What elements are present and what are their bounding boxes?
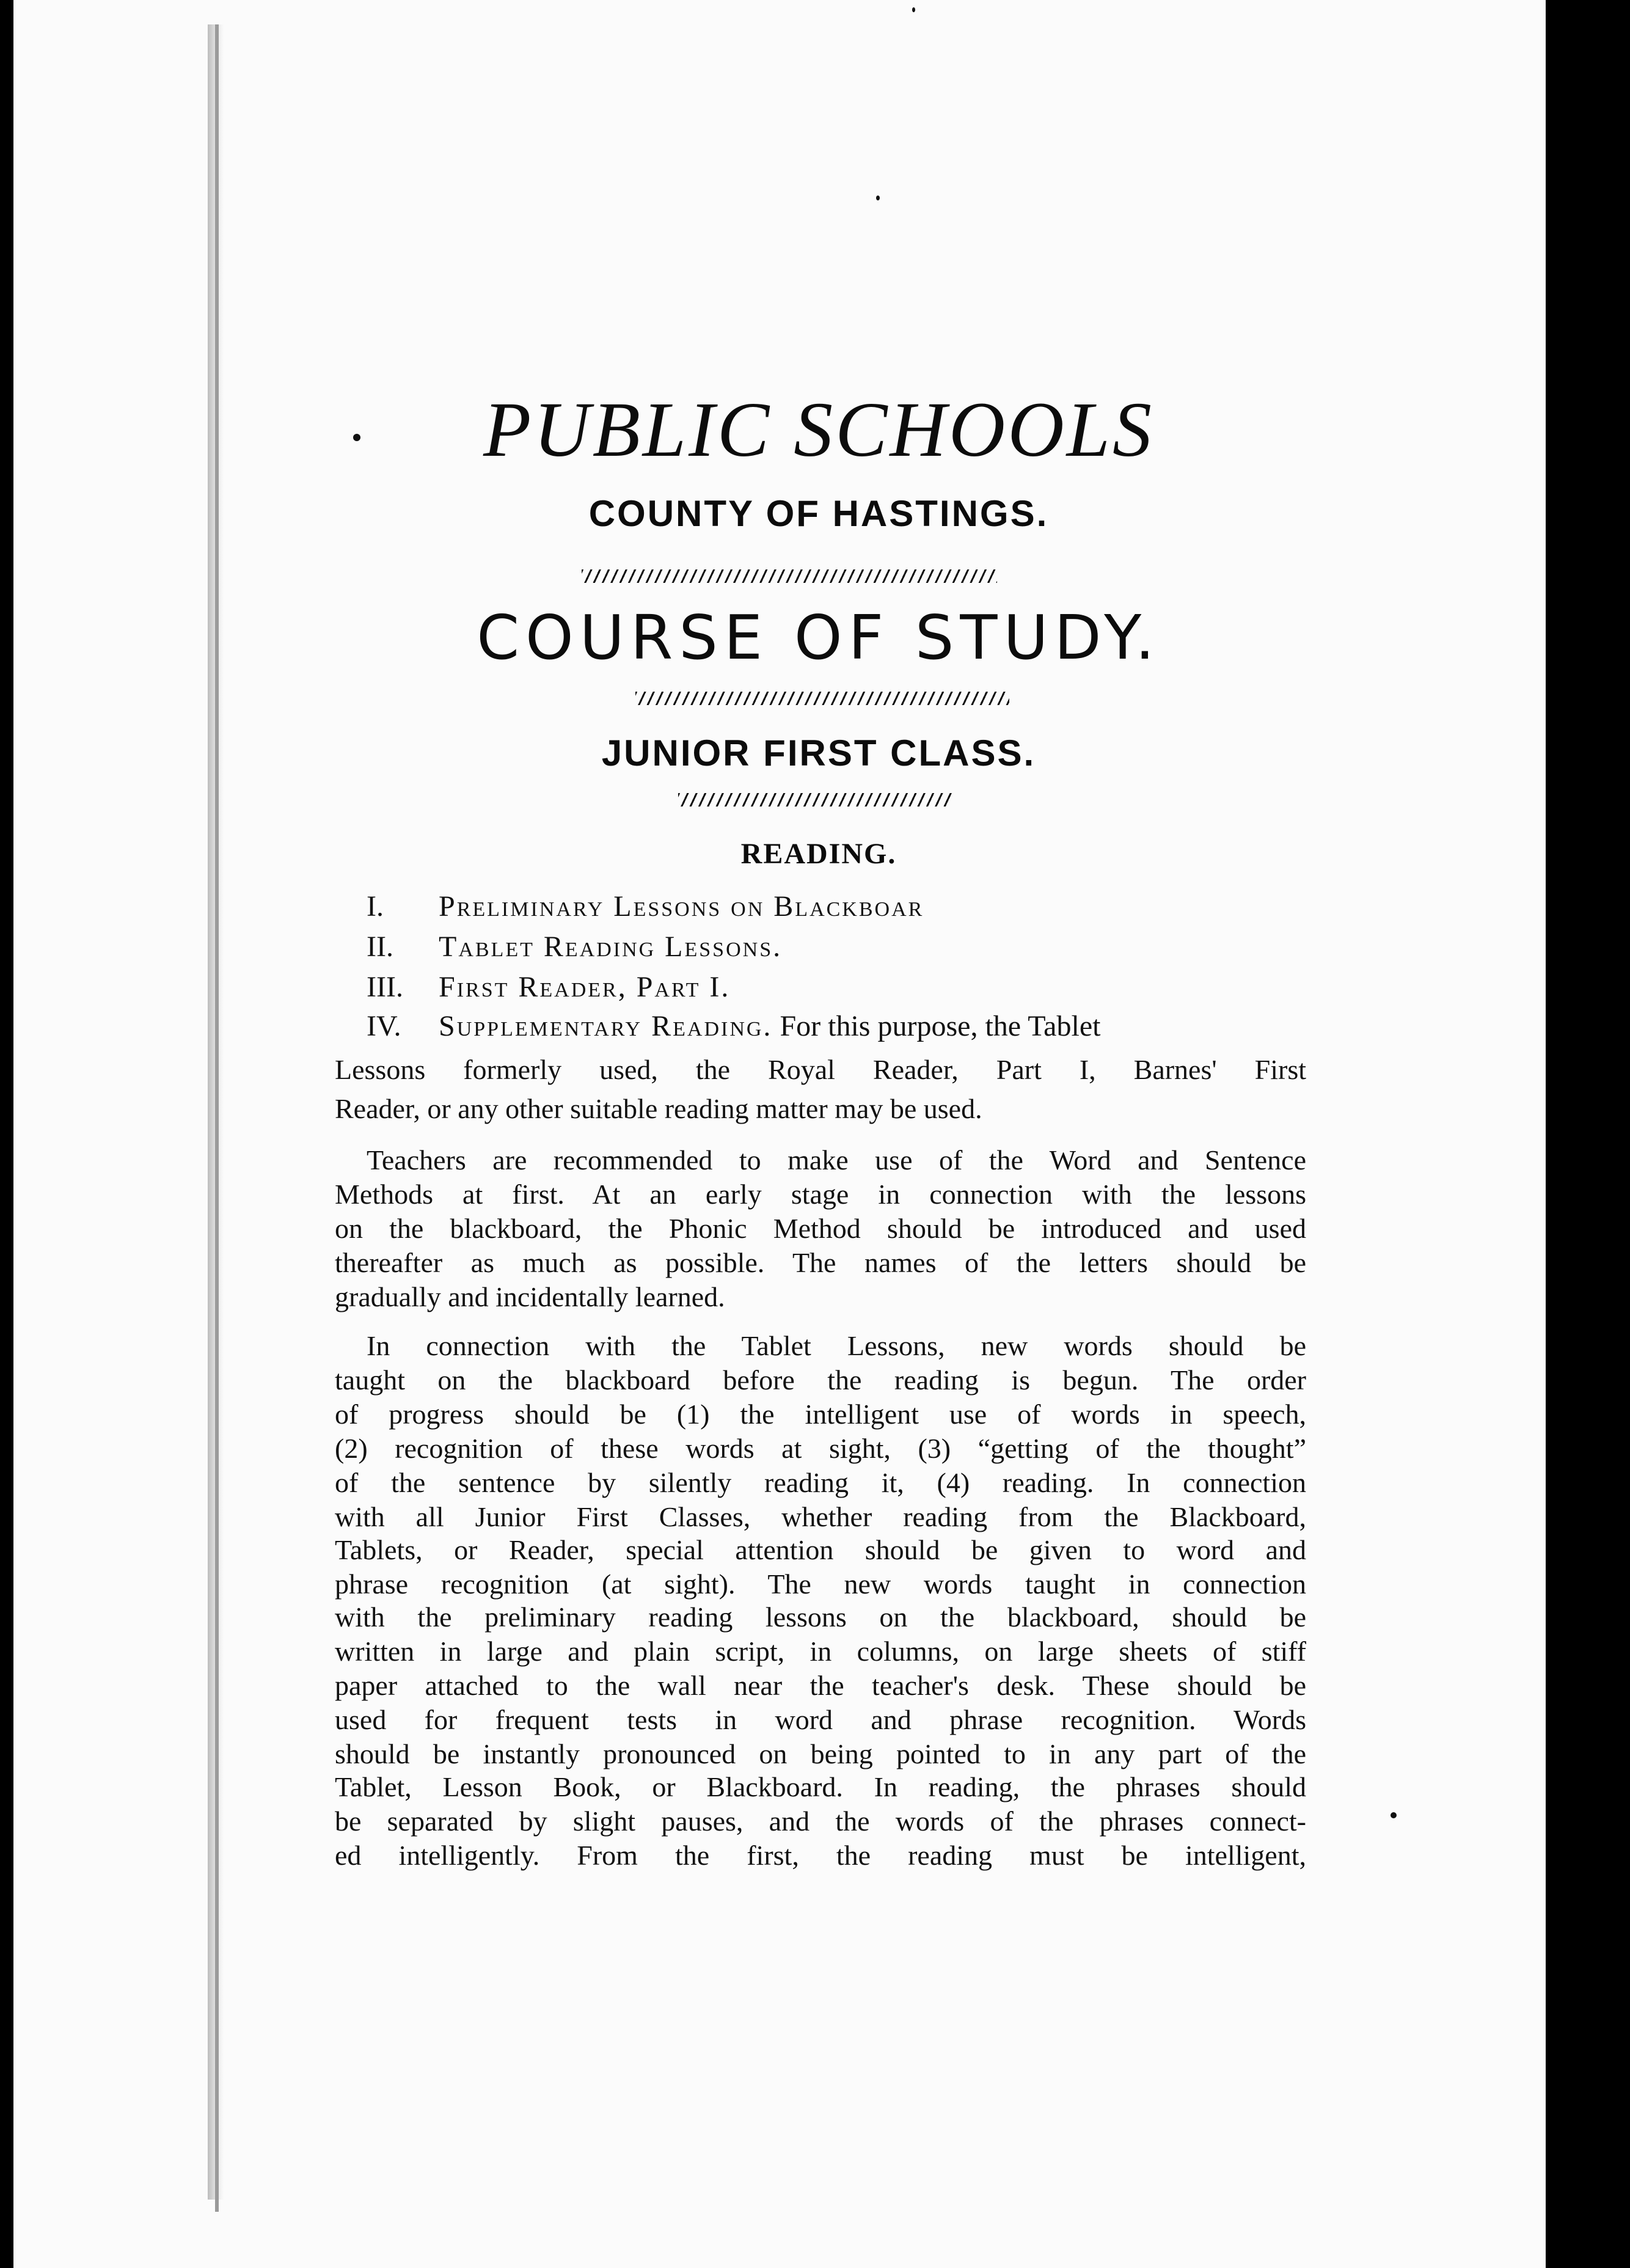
reading-list-item <box>367 1009 1100 1043</box>
list-text: Preliminary Lessons on Blackboar <box>439 890 924 923</box>
scan-left-border <box>0 0 13 2268</box>
class-heading: JUNIOR FIRST CLASS. <box>601 733 1036 774</box>
document-title: PUBLIC SCHOOLS <box>483 386 1154 473</box>
list-text: Tablet Reading Lessons. <box>439 931 783 963</box>
decorative-rule <box>678 793 952 807</box>
text-line: written in large and plain script, in columns, on large sheets of stiff <box>335 1636 1306 1667</box>
text-line: of the sentence by silently reading it, (4) reading. In connection <box>335 1467 1306 1498</box>
document-subtitle: COUNTY OF HASTINGS. <box>588 493 1049 534</box>
text-line: Teachers are recommended to make use of the Word and Sentence <box>367 1144 1306 1176</box>
list-number: I. <box>367 890 384 923</box>
speck-mark <box>912 7 915 12</box>
list-text: For this purpose, the Tablet <box>772 1010 1101 1042</box>
text-line: Tablets, or Reader, special attention should be given to word and <box>335 1534 1306 1565</box>
speck-mark <box>876 196 880 200</box>
decorative-rule <box>582 569 997 583</box>
text-line: phrase recognition (at sight). The new words taught in connection <box>335 1568 1306 1600</box>
text-line: should be instantly pronounced on being pointed to in any part of the <box>335 1738 1306 1769</box>
page-fold-line <box>215 24 219 2212</box>
text-line: of progress should be (1) the intelligent use of words in speech, <box>335 1399 1306 1430</box>
text-line: gradually and incidentally learned. <box>335 1281 725 1312</box>
section-heading: READING. <box>740 838 897 870</box>
text-line: Methods at first. At an early stage in connection with the lessons <box>335 1179 1306 1210</box>
list-number: IV. <box>367 1010 401 1042</box>
text-line: used for frequent tests in word and phrase recognition. Words <box>335 1704 1306 1735</box>
text-line: In connection with the Tablet Lessons, new words should be <box>367 1330 1306 1361</box>
scan-right-border <box>1546 0 1630 2268</box>
speck-mark <box>1391 1812 1397 1818</box>
list-number: III. <box>367 971 403 1003</box>
text-line: Reader, or any other suitable reading matter may be used. <box>335 1093 982 1124</box>
list-lead: Supplementary Reading. <box>439 1010 773 1042</box>
reading-list-item <box>367 890 924 923</box>
text-line: paper attached to the wall near the teacher's desk. These should be <box>335 1670 1306 1701</box>
decorative-rule <box>635 692 1009 705</box>
list-number: II. <box>367 931 393 963</box>
text-line: ed intelligently. From the first, the reading must be intelligent, <box>335 1840 1306 1871</box>
text-line: on the blackboard, the Phonic Method should be introduced and used <box>335 1213 1306 1244</box>
text-line: with all Junior First Classes, whether reading from the Blackboard, <box>335 1501 1306 1532</box>
course-heading: COURSE OF STUDY. <box>477 602 1161 673</box>
text-line: (2) recognition of these words at sight, (3) “getting of the thought” <box>335 1433 1306 1464</box>
text-line: Lessons formerly used, the Royal Reader, Part I, Barnes' First <box>335 1054 1306 1085</box>
text-line: taught on the blackboard before the reading is begun. The order <box>335 1364 1306 1396</box>
text-line: thereafter as much as possible. The names of the letters should be <box>335 1247 1306 1278</box>
reading-list-item <box>367 930 782 964</box>
text-line: Tablet, Lesson Book, or Blackboard. In reading, the phrases should <box>335 1771 1306 1802</box>
text-line: be separated by slight pauses, and the words of the phrases connect- <box>335 1805 1306 1837</box>
text-line: with the preliminary reading lessons on the blackboard, should be <box>335 1601 1306 1633</box>
reading-list-item <box>367 970 730 1004</box>
list-text: First Reader, Part I. <box>439 971 731 1003</box>
